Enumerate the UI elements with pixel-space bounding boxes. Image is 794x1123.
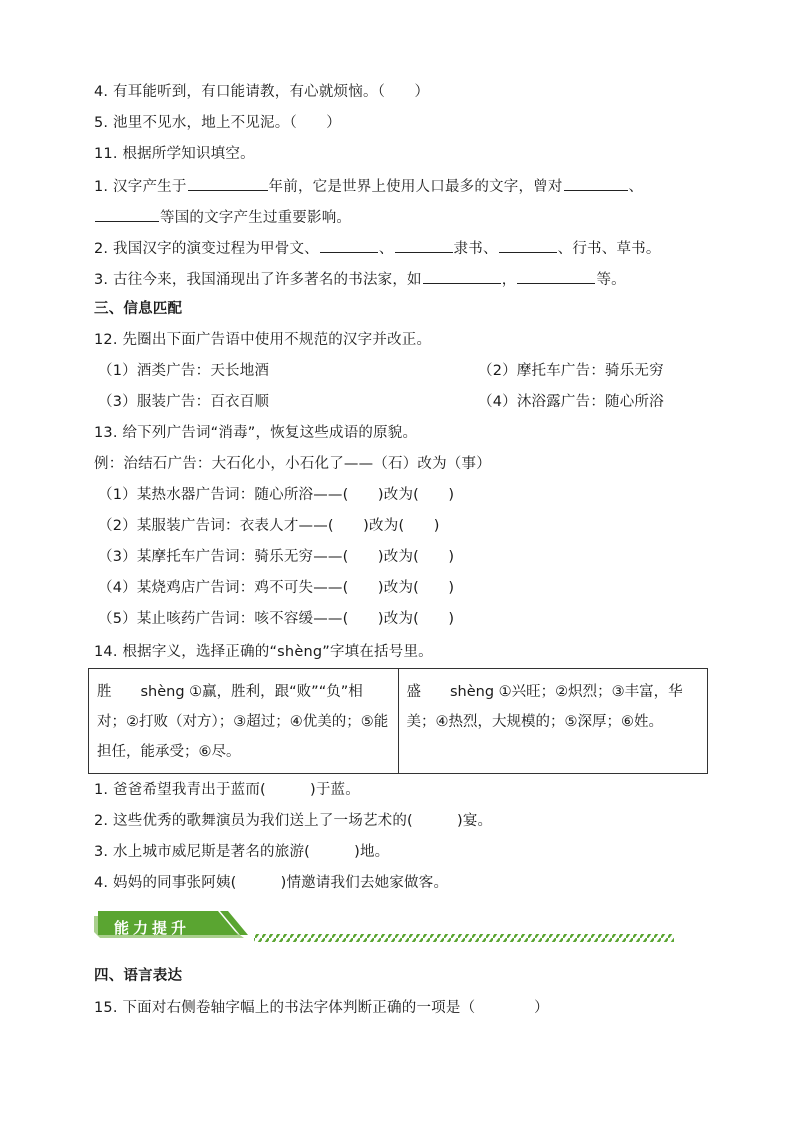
q11-line-2: 等国的文字产生过重要影响。 <box>94 206 351 228</box>
q13-title: 13. 给下列广告词“消毒”，恢复这些成语的原貌。 <box>94 425 418 441</box>
q12-item-4: （4）沐浴露广告：随心所浴 <box>478 394 664 410</box>
blank-field[interactable] <box>95 206 159 222</box>
q13-item-4: （4）某烧鸡店广告词：鸡不可失——( )改为( ) <box>98 580 455 596</box>
q13-example: 例：治结石广告：大石化小，小石化了——（石）改为（事） <box>94 456 491 472</box>
blank-field[interactable] <box>517 268 595 284</box>
blank-field[interactable] <box>499 237 557 253</box>
q13-item-2: （2）某服装广告词：衣表人才——( )改为( ) <box>98 518 440 534</box>
banner-title: 能力提升 <box>114 919 191 937</box>
q14-item-3: 3. 水上城市威尼斯是著名的旅游( )地。 <box>94 844 390 860</box>
q14-title: 14. 根据字义，选择正确的“shèng”字填在括号里。 <box>94 644 433 660</box>
q11-title: 11. 根据所学知识填空。 <box>94 146 255 162</box>
blank-field[interactable] <box>320 237 378 253</box>
definition-table <box>88 668 708 774</box>
q10-item-5: 5. 池里不见水，地上不见泥。（ ） <box>94 115 341 131</box>
q12-item-3: （3）服装广告：百衣百顺 <box>98 394 270 410</box>
q10-item-4: 4. 有耳能听到，有口能请教，有心就烦恼。（ ） <box>94 84 430 100</box>
q11-line-3: 2. 我国汉字的演变过程为甲骨文、 、 隶书、 、行书、草书。 <box>94 237 661 259</box>
q14-item-1: 1. 爸爸希望我青出于蓝而( )于蓝。 <box>94 782 360 798</box>
blank-field[interactable] <box>395 237 453 253</box>
q13-item-3: （3）某摩托车广告词：骑乐无穷——( )改为( ) <box>98 549 455 565</box>
q13-item-1: （1）某热水器广告词：随心所浴——( )改为( ) <box>98 487 455 503</box>
q11-line-1: 1. 汉字产生于 年前，它是世界上使用人口最多的文字，曾对 、 <box>94 175 643 197</box>
blank-field[interactable] <box>188 175 268 191</box>
q13-item-5: （5）某止咳药广告词：咳不容缓——( )改为( ) <box>98 611 455 627</box>
blank-field[interactable] <box>423 268 501 284</box>
q14-item-2: 2. 这些优秀的歌舞演员为我们送上了一场艺术的( )宴。 <box>94 813 493 829</box>
ability-banner <box>94 908 676 948</box>
blank-field[interactable] <box>564 175 628 191</box>
q12-title: 12. 先圈出下面广告语中使用不规范的汉字并改正。 <box>94 332 432 348</box>
definition-cell-sheng-prosper: 盛 shèng ①兴旺；②炽烈；③丰富，华美；④热烈，大规模的；⑤深厚；⑥姓。 <box>398 669 708 774</box>
definition-cell-sheng-win: 胜 shèng ①赢，胜利，跟“败”“负”相对；②打败（对方）；③超过；④优美的；⑤能担任，能承受；⑥尽。 <box>89 669 399 774</box>
q15-title: 15. 下面对右侧卷轴字幅上的书法字体判断正确的一项是（ ） <box>94 1000 549 1016</box>
section-3-heading: 三、信息匹配 <box>94 301 183 317</box>
q11-line-4: 3. 古往今来，我国涌现出了许多著名的书法家，如 ， 等。 <box>94 268 626 290</box>
banner-hatch-band <box>254 934 674 942</box>
q12-item-2: （2）摩托车广告：骑乐无穷 <box>478 363 664 379</box>
section-4-heading: 四、语言表达 <box>94 968 183 984</box>
q14-item-4: 4. 妈妈的同事张阿姨( )情邀请我们去她家做客。 <box>94 875 449 891</box>
q12-item-1: （1）酒类广告：天长地酒 <box>98 363 270 379</box>
